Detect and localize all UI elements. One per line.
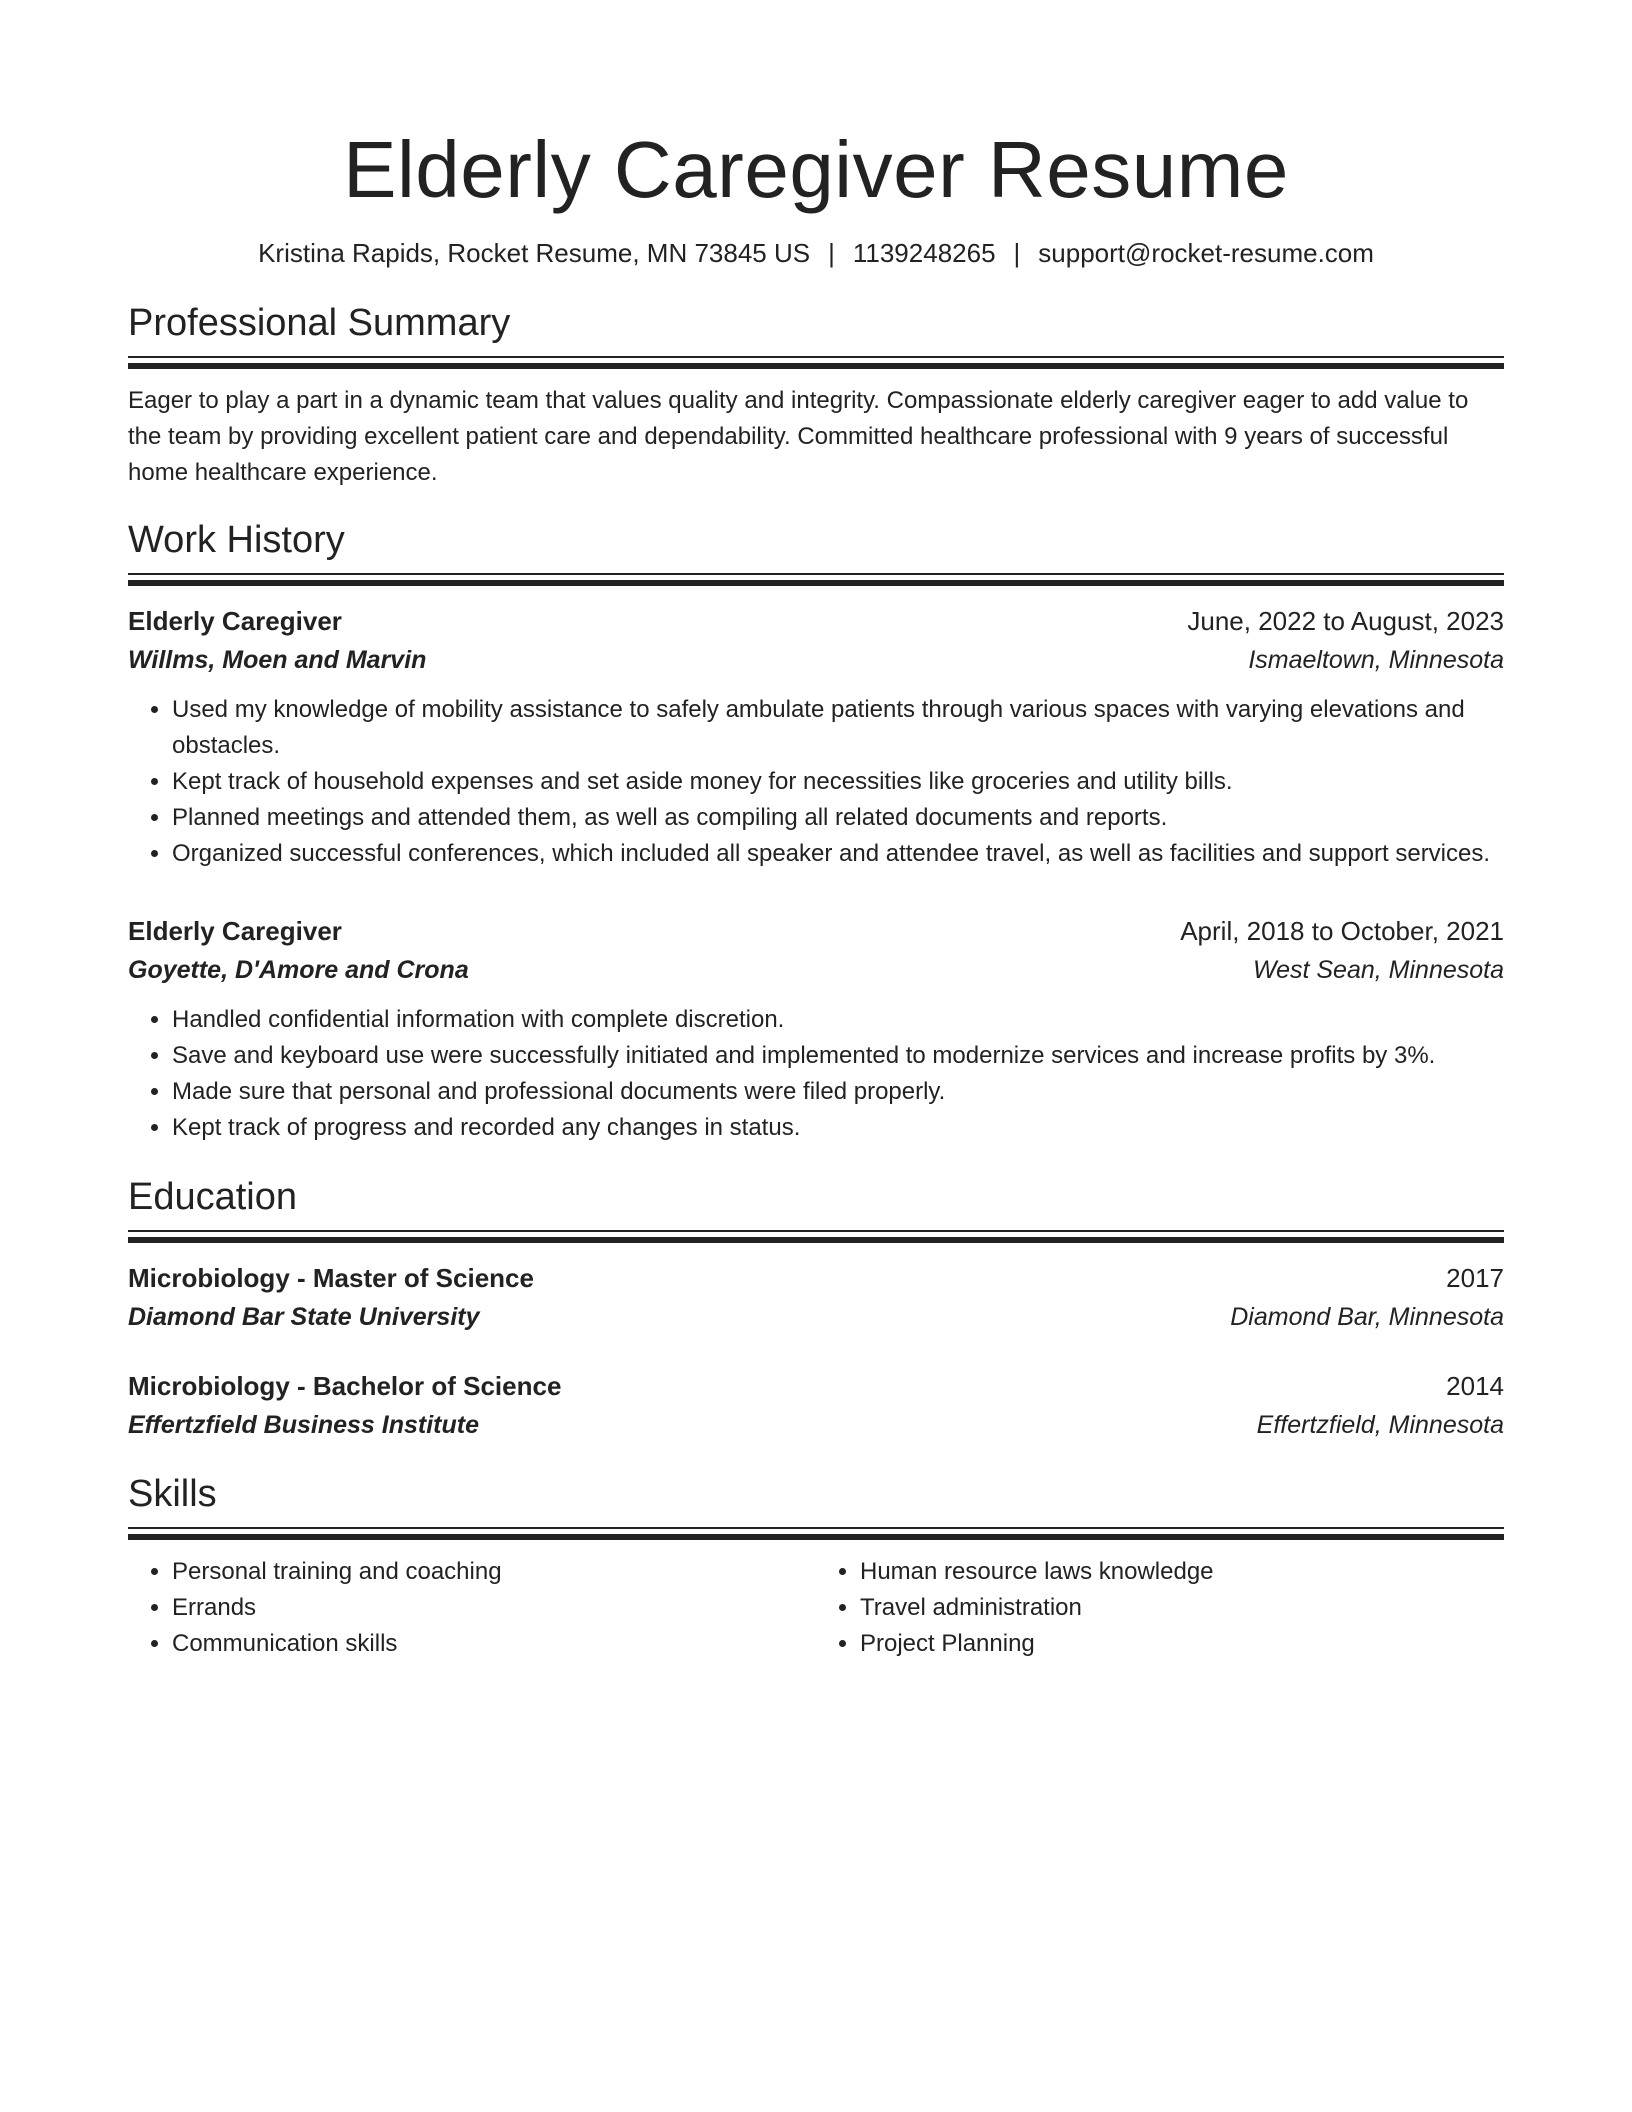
list-item: • Used my knowledge of mobility assistance to safely ambulate patients through various spaces with varying elevations and obstacles. (172, 692, 1504, 764)
list-item: • Communication skills (172, 1626, 816, 1662)
job-location: West Sean, Minnesota (1252, 956, 1504, 984)
education-school: Effertzfield Business Institute (128, 1411, 479, 1439)
job-company-row (128, 950, 1504, 990)
job-header-row (128, 912, 1504, 950)
list-item: • Kept track of household expenses and set aside money for necessities like groceries and utility bills. (172, 764, 1504, 800)
job-header-row (128, 602, 1504, 640)
list-item: • Human resource laws knowledge (860, 1554, 1504, 1590)
job-title: Elderly Caregiver (128, 606, 342, 636)
education-entry (128, 1259, 1504, 1337)
work-history-section (128, 517, 1504, 1146)
education-school: Diamond Bar State University (128, 1303, 480, 1331)
section-divider (128, 573, 1504, 588)
education-header-row (128, 1367, 1504, 1405)
job-company-row (128, 640, 1504, 680)
skills-section (128, 1471, 1504, 1662)
job-bullets (128, 1002, 1504, 1146)
education-entry (128, 1367, 1504, 1445)
education-degree: Microbiology - Bachelor of Science (128, 1371, 562, 1401)
education-location: Effertzfield, Minnesota (1256, 1411, 1504, 1439)
contact-separator: | (1013, 238, 1021, 268)
list-item: • Project Planning (860, 1626, 1504, 1662)
education-degree: Microbiology - Master of Science (128, 1263, 534, 1293)
list-item: • Organized successful conferences, which included all speaker and attendee travel, as well as facilities and support services. (172, 836, 1504, 872)
summary-heading: Professional Summary (128, 302, 511, 344)
education-year: 2014 (1446, 1371, 1504, 1401)
education-header-row (128, 1259, 1504, 1297)
list-item: • Planned meetings and attended them, as well as compiling all related documents and reports. (172, 800, 1504, 836)
skills-list-left (128, 1554, 816, 1662)
education-location: Diamond Bar, Minnesota (1230, 1303, 1504, 1331)
list-item: • Travel administration (860, 1590, 1504, 1626)
summary-section (128, 300, 1504, 491)
work-history-heading: Work History (128, 519, 345, 561)
job-title: Elderly Caregiver (128, 916, 342, 946)
list-item: • Made sure that personal and professional documents were filed properly. (172, 1074, 1504, 1110)
list-item: • Personal training and coaching (172, 1554, 816, 1590)
education-school-row (128, 1405, 1504, 1445)
education-section (128, 1174, 1504, 1445)
list-item: • Kept track of progress and recorded any changes in status. (172, 1110, 1504, 1146)
list-item: • Errands (172, 1590, 816, 1626)
resume-title: Elderly Caregiver Resume (343, 125, 1289, 214)
summary-text: Eager to play a part in a dynamic team that values quality and integrity. Compassionate elderly caregiver eager to add value to the team by providing excellent patient care and dependability. Committed healthcare professional with 9 years of successful home healthcare experience. (128, 387, 1469, 486)
education-school-row (128, 1297, 1504, 1337)
skills-columns (128, 1554, 1504, 1662)
section-divider (128, 1230, 1504, 1245)
job-bullets (128, 692, 1504, 872)
job-location: Ismaeltown, Minnesota (1248, 646, 1504, 674)
section-divider (128, 1527, 1504, 1542)
job-entry (128, 602, 1504, 872)
contact-separator: | (828, 238, 835, 268)
job-company: Willms, Moen and Marvin (128, 646, 427, 674)
skills-heading: Skills (128, 1473, 217, 1515)
list-item: • Save and keyboard use were successfully initiated and implemented to modernize services and increase profits by 3%. (172, 1038, 1504, 1074)
list-item: • Handled confidential information with complete discretion. (172, 1002, 1504, 1038)
job-company: Goyette, D'Amore and Crona (128, 956, 469, 984)
job-dates: June, 2022 to August, 2023 (1187, 606, 1504, 636)
contact-line (128, 236, 1504, 270)
contact-address: Kristina Rapids, Rocket Resume, MN 73845 US (258, 238, 811, 268)
job-entry (128, 912, 1504, 1146)
skills-list-right (816, 1554, 1504, 1662)
education-heading: Education (128, 1176, 298, 1218)
section-divider (128, 356, 1504, 371)
contact-email: support@rocket-resume.com (1038, 238, 1374, 268)
contact-phone: 1139248265 (852, 238, 996, 268)
job-dates: April, 2018 to October, 2021 (1180, 916, 1504, 946)
education-year: 2017 (1446, 1263, 1504, 1293)
